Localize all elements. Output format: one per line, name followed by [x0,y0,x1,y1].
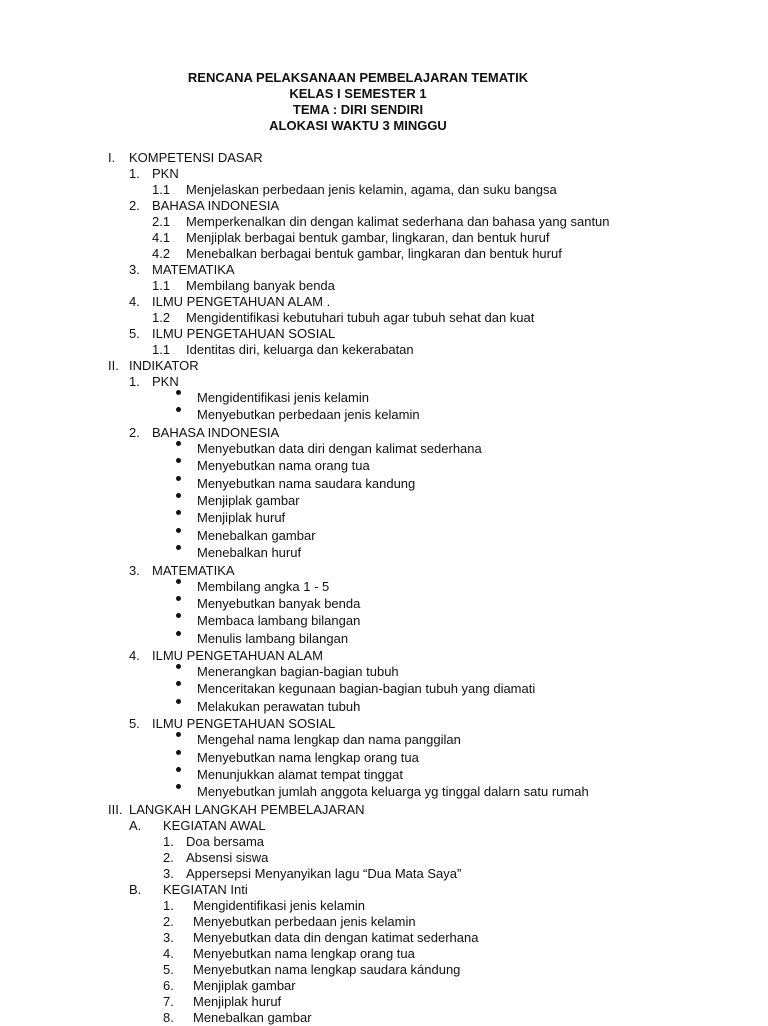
bullet-icon [176,596,181,601]
indicator-item [0,390,768,407]
indicator-item [0,579,768,596]
document-duration: ALOKASI WAKTU 3 MINGGU [269,118,447,133]
item-text: Membaca lambang bilangan [197,613,361,629]
document-header [0,70,716,134]
indicator-item [0,528,768,545]
activity-step [0,850,768,866]
indicator-item [0,699,768,716]
indicator-item [0,458,768,475]
item-marker: 1. [129,166,140,181]
item-marker: 5. [129,326,140,341]
item-marker: 4. [129,648,140,664]
item-text: Menerangkan bagian-bagian tubuh [197,664,399,680]
item-text: ILMU PENGETAHUAN ALAM [152,648,323,664]
item-marker: 8. [163,1009,174,1025]
item-text: Menyebutkan jumlah anggota keluarga yg tinggal dalarn satu rumah [197,784,589,800]
subject-heading [0,294,768,310]
document-class: KELAS I SEMESTER 1 [289,86,427,101]
item-marker: 1.2 [152,310,171,325]
bullet-icon [176,784,181,789]
bullet-icon [176,390,181,395]
item-text: Menyebutkan data din dengan katimat sederhana [193,929,479,945]
bullet-icon [176,750,181,755]
indicator-item [0,596,768,613]
bullet-icon [176,631,181,636]
item-marker: 2. [163,913,174,929]
item-marker: 1.1 [152,182,171,197]
section-heading [0,802,768,818]
item-text: PKN [152,166,179,181]
bullet-icon [176,681,181,686]
item-marker: B. [129,881,142,897]
item-text: Menyebutkan perbedaan jenis kelamin [193,913,416,929]
document-theme: TEMA : DIRI SENDIRI [292,102,424,117]
item-text: Doa bersama [186,833,265,849]
item-text: Membilang angka 1 - 5 [197,578,330,594]
item-text: PKN [152,374,179,389]
core-activity-step [0,946,768,962]
item-text: Membilang banyak benda [186,278,335,293]
competency-item [0,310,768,326]
item-marker: 6. [163,977,174,993]
bullet-icon [176,732,181,737]
subject-heading [0,374,768,390]
item-text: Menyebutkan banyak benda [197,595,361,611]
item-text: LANGKAH LANGKAH PEMBELAJARAN [129,801,365,817]
item-marker: II. [108,358,119,373]
item-text: Menulis lambang bilangan [197,630,349,646]
section-heading [0,150,768,166]
item-marker: 5. [163,961,174,977]
item-text: Menyebutkan nama lengkap orang tua [197,749,419,765]
item-text: KEGIATAN Inti [163,881,248,897]
bullet-icon [176,510,181,515]
item-text: Menyebutkan data diri dengan kalimat sederhana [197,440,482,456]
item-text: Mengidentifikasi kebutuhari tubuh agar tubuh sehat dan kuat [186,310,535,325]
item-text: Mengidentifikasi jenis kelamin [193,897,365,913]
item-text: KEGIATAN AWAL [163,817,266,833]
indicator-item [0,750,768,767]
bullet-icon [176,493,181,498]
core-activity-step [0,914,768,930]
competency-item [0,230,768,246]
bullet-icon [176,699,181,704]
item-marker: 2. [163,849,174,865]
item-marker: A. [129,817,142,833]
item-text: Appersepsi Menyanyikan lagu “Dua Mata Saya” [186,865,462,881]
item-text: Menunjukkan alamat tempat tinggat [197,767,403,783]
item-text: Menyebutkan nama lengkap orang tua [193,945,415,961]
item-marker: 4. [129,294,140,309]
subject-heading [0,166,768,182]
indicator-item [0,476,768,493]
item-text: ILMU PENGETAHUAN SOSIAL [152,326,336,341]
bullet-icon [176,458,181,463]
bullet-icon [176,579,181,584]
item-marker: 5. [129,716,140,732]
item-marker: 1.1 [152,342,171,357]
item-marker: 2.1 [152,214,171,229]
bullet-icon [176,545,181,550]
item-text: BAHASA INDONESIA [152,424,280,440]
item-marker: 4.2 [152,246,171,261]
activity-step [0,866,768,882]
core-activity-step [0,962,768,978]
item-text: Memperkenalkan din dengan kalimat sederhana dan bahasa yang santun [186,214,610,229]
indicator-item [0,631,768,648]
document-title: RENCANA PELAKSANAAN PEMBELAJARAN TEMATIK [187,70,529,85]
indicator-item [0,664,768,681]
item-text: ILMU PENGETAHUAN ALAM . [152,294,331,309]
bullet-icon [176,476,181,481]
indicator-item [0,407,768,424]
item-marker: 1. [163,897,174,913]
item-text: KOMPETENSI DASAR [129,150,263,165]
subject-heading [0,563,768,579]
item-text: MATEMATIKA [152,262,235,277]
item-marker: I. [108,150,116,165]
item-text: Menyebutkan nama orang tua [197,458,370,474]
item-marker: III. [108,801,123,817]
item-text: Menjelaskan perbedaan jenis kelamin, agama, dan suku bangsa [186,182,557,197]
item-marker: 3. [129,562,140,578]
item-text: Menjiplak gambar [193,977,296,993]
indicator-item [0,767,768,784]
item-text: Identitas diri, keluarga dan kekerabatan [186,342,414,357]
indicator-item [0,732,768,749]
item-text: Menebalkan berbagai bentuk gambar, lingkaran dan bentuk huruf [186,246,562,261]
competency-item [0,182,768,198]
competency-item [0,246,768,262]
item-text: Mengidentifikasi jenis kelamin [197,390,369,405]
bullet-icon [176,528,181,533]
indicator-item [0,545,768,562]
item-marker: 2. [129,424,140,440]
item-text: Menjiplak berbagai bentuk gambar, lingkaran, dan bentuk huruf [186,230,550,245]
indicator-item [0,493,768,510]
bullet-icon [176,767,181,772]
indicator-item [0,784,768,801]
item-marker: 4. [163,945,174,961]
item-marker: 3. [163,865,174,881]
item-text: Menebalkan gambar [197,527,316,543]
subject-heading [0,326,768,342]
indicator-item [0,510,768,527]
bullet-icon [176,664,181,669]
indicator-item [0,681,768,698]
item-text: INDIKATOR [129,358,199,373]
document-body [0,150,768,1026]
core-activity-step [0,994,768,1010]
item-marker: 7. [163,993,174,1009]
core-activity-step [0,898,768,914]
item-text: MATEMATIKA [152,562,235,578]
item-marker: 1. [163,833,174,849]
item-marker: 1. [129,374,140,389]
item-text: Mengehal nama lengkap dan nama panggilan [197,732,461,748]
subject-heading [0,716,768,732]
item-text: Menjiplak gambar [197,492,300,508]
item-marker: 1.1 [152,278,171,293]
activity-heading [0,818,768,834]
item-marker: 2. [129,198,140,213]
item-marker: 3. [129,262,140,277]
indicator-item [0,613,768,630]
indicator-item [0,441,768,458]
subject-heading [0,648,768,664]
core-activity-step [0,930,768,946]
competency-item [0,214,768,230]
item-text: Menjiplak huruf [197,510,286,526]
core-activity-step [0,978,768,994]
competency-item [0,278,768,294]
item-text: Menebalkan gambar [193,1009,312,1025]
competency-item [0,342,768,358]
section-heading [0,358,768,374]
item-marker: 3. [163,929,174,945]
subject-heading [0,425,768,441]
item-text: Menceritakan kegunaan bagian-bagian tubuh yang diamati [197,681,536,697]
item-text: Melakukan perawatan tubuh [197,698,361,714]
activity-heading [0,882,768,898]
item-text: ILMU PENGETAHUAN SOSIAL [152,716,336,732]
item-marker: 4.1 [152,230,171,245]
bullet-icon [176,407,181,412]
subject-heading [0,198,768,214]
activity-step [0,834,768,850]
subject-heading [0,262,768,278]
item-text: Menyebutkan nama lengkap saudara kándung [193,961,461,977]
item-text: Absensi siswa [186,849,269,865]
core-activity-step [0,1010,768,1026]
bullet-icon [176,441,181,446]
bullet-icon [176,613,181,618]
item-text: BAHASA INDONESIA [152,198,280,213]
item-text: Menjiplak huruf [193,993,282,1009]
item-text: Menyebutkan perbedaan jenis kelamin [197,407,420,423]
item-text: Menebalkan huruf [197,545,302,561]
item-text: Menyebutkan nama saudara kandung [197,475,416,491]
